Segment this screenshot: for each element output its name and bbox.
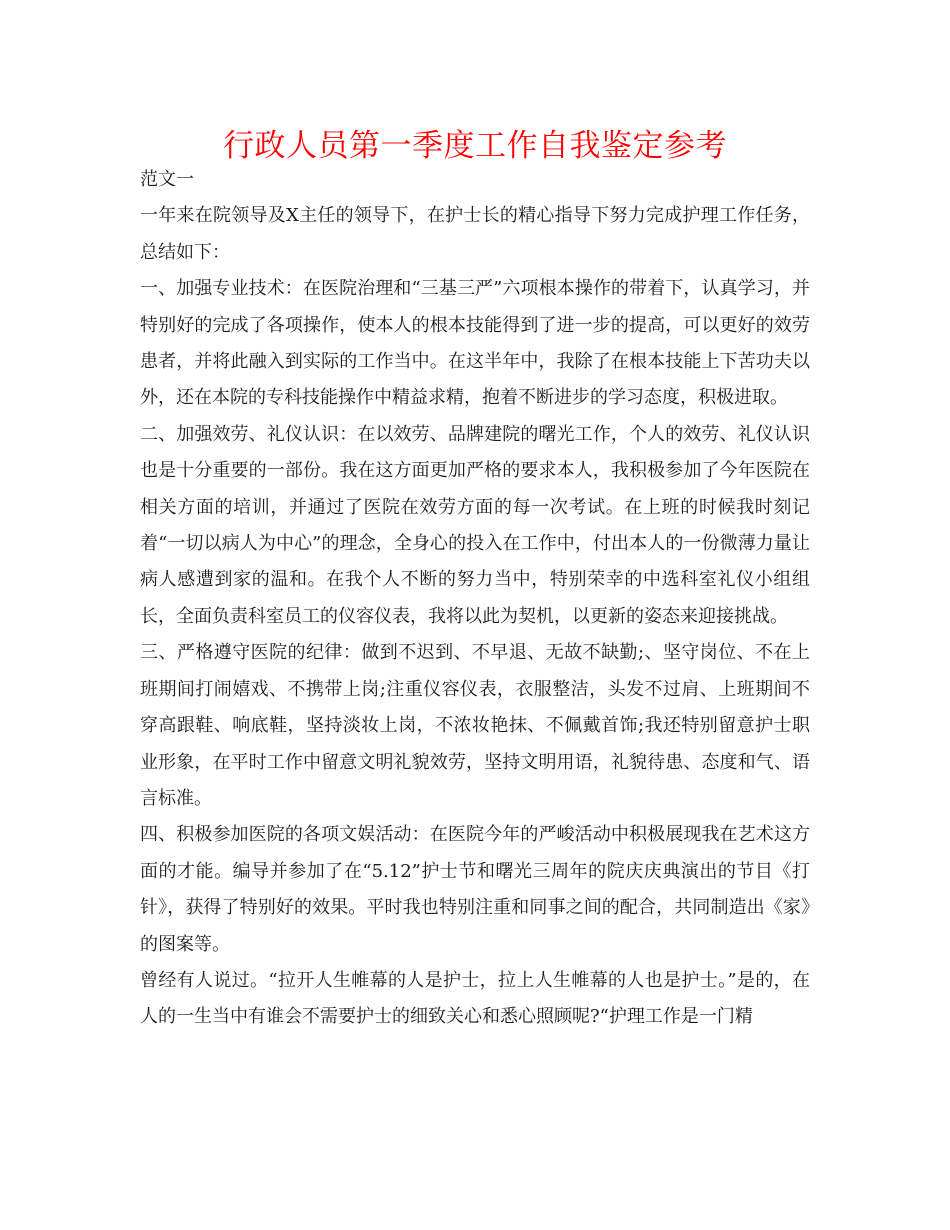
paragraph-heading: 范文一 bbox=[140, 169, 194, 190]
paragraph-closing: 曾经有人说过。“拉开人生帷幕的人是护士，拉上人生帷幕的人也是护士。”是的，在人的一生当中有谁会不需要护士的细致关心和悉心照顾呢?“护理工作是一门精 bbox=[140, 969, 810, 1028]
paragraph-section-4: 四、积极参加医院的各项文娱活动：在医院今年的严峻活动中积极展现我在艺术这方面的才能。编导并参加了在“5.12”护士节和曙光三周年的院庆庆典演出的节目《打针》，获得了特别好的效果。平时我也特别注重和同事之间的配合，共同制造出《家》的图案等。 bbox=[140, 824, 810, 955]
page-title: 行政人员第一季度工作自我鉴定参考 bbox=[223, 128, 727, 164]
document-body bbox=[140, 162, 810, 1036]
paragraph-section-3: 三、严格遵守医院的纪律：做到不迟到、不早退、无故不缺勤;、坚守岗位、不在上班期间打闹嬉戏、不携带上岗;注重仪容仪表，衣服整洁，头发不过肩、上班期间不穿高跟鞋、响底鞋，坚持淡妆上岗，不浓妆艳抹、不佩戴首饰;我还特别留意护士职业形象，在平时工作中留意文明礼貌效劳，坚持文明用语，礼貌待患、态度和气、语言标准。 bbox=[140, 642, 810, 809]
paragraph-intro: 一年来在院领导及X主任的领导下，在护士长的精心指导下努力完成护理工作任务，总结如下： bbox=[140, 205, 810, 263]
paragraph-section-2: 二、加强效劳、礼仪认识：在以效劳、品牌建院的曙光工作，个人的效劳、礼仪认识也是十分重要的一部份。我在这方面更加严格的要求本人，我积极参加了今年医院在相关方面的培训，并通过了医院在效劳方面的每一次考试。在上班的时候我时刻记着“一切以病人为中心”的理念，全身心的投入在工作中，付出本人的一份微薄力量让病人感遭到家的温和。在我个人不断的努力当中，特别荣幸的中选科室礼仪小组组长，全面负责科室员工的仪容仪表，我将以此为契机，以更新的姿态来迎接挑战。 bbox=[140, 423, 810, 627]
paragraph-section-1: 一、加强专业技术：在医院治理和“三基三严”六项根本操作的带着下，认真学习，并特别好的完成了各项操作，使本人的根本技能得到了进一步的提高，可以更好的效劳患者，并将此融入到实际的工作当中。在这半年中，我除了在根本技能上下苦功夫以外，还在本院的专科技能操作中精益求精，抱着不断进步的学习态度，积极进取。 bbox=[140, 278, 810, 409]
